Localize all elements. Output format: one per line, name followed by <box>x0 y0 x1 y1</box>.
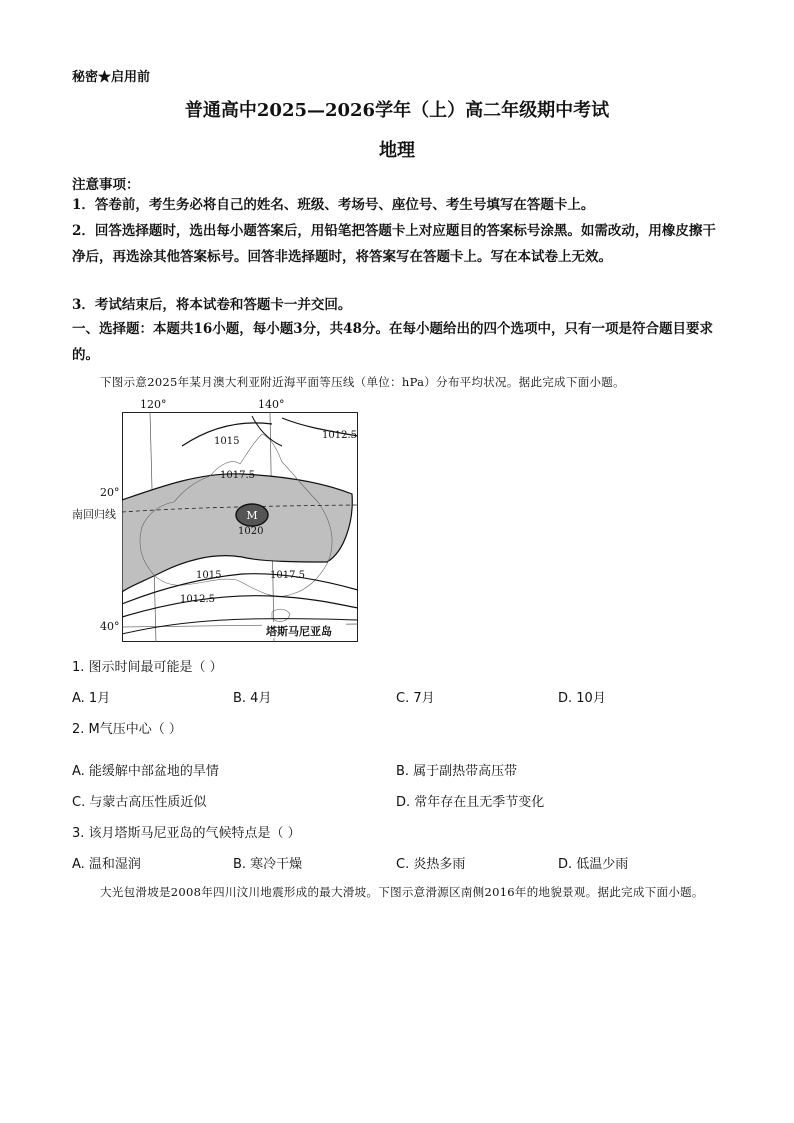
notice-item-1: 1．答卷前，考生务必将自己的姓名、班级、考场号、座位号、考生号填写在答题卡上。 <box>72 197 595 213</box>
exam-title: 普通高中2025—2026学年（上）高二年级期中考试 <box>184 100 610 121</box>
q2-stem: 2. M气压中心（ ） <box>72 722 182 737</box>
isobar-label-1015-top: 1015 <box>214 436 240 447</box>
notice-item-3: 3．考试结束后，将本试卷和答题卡一并交回。 <box>72 297 352 313</box>
isobar-map <box>122 412 358 642</box>
q2-option-a[interactable]: A. 能缓解中部盆地的旱情 <box>72 764 219 779</box>
q1-option-a[interactable]: A. 1月 <box>72 691 111 706</box>
q2-option-d[interactable]: D. 常年存在且无季节变化 <box>396 795 545 810</box>
isobar-label-1017-5-top: 1017.5 <box>220 470 255 481</box>
lon-label-140: 140° <box>258 398 285 411</box>
tropic-label: 南回归线 <box>72 508 116 521</box>
lon-label-120: 120° <box>140 398 167 411</box>
q3-option-d[interactable]: D. 低温少雨 <box>558 857 629 872</box>
q3-stem: 3. 该月塔斯马尼亚岛的气候特点是（ ） <box>72 826 301 841</box>
q3-option-b[interactable]: B. 寒冷干燥 <box>233 857 303 872</box>
center-label: M <box>246 509 258 522</box>
q3-option-a[interactable]: A. 温和湿润 <box>72 857 141 872</box>
q1-option-b[interactable]: B. 4月 <box>233 691 272 706</box>
section-heading: 一、选择题：本题共16小题，每小题3分，共48分。在每小题给出的四个选项中，只有一项是符合题目要求的。 <box>72 321 713 363</box>
q1-stem: 1. 图示时间最可能是（ ） <box>72 660 223 675</box>
group2-intro: 大光包滑坡是2008年四川汶川地震形成的最大滑坡。下图示意滑源区南侧2016年的地貌景观。据此完成下面小题。 <box>100 885 704 899</box>
notice-heading: 注意事项： <box>72 177 140 193</box>
exam-subject: 地理 <box>379 140 415 161</box>
q2-option-c[interactable]: C. 与蒙古高压性质近似 <box>72 795 207 810</box>
lat-label-40: 40° <box>100 620 120 633</box>
isobar-label-1012-5-top: 1012.5 <box>322 430 357 441</box>
notice-item-2: 2．回答选择题时，选出每小题答案后，用铅笔把答题卡上对应题目的答案标号涂黑。如需改动，用橡皮擦干净后，再选涂其他答案标号。回答非选择题时，将答案写在答题卡上。写在本试卷上无效。 <box>72 223 716 265</box>
isobar-label-1020: 1020 <box>238 526 264 537</box>
island-label: 塔斯马尼亚岛 <box>266 625 332 638</box>
lat-label-20: 20° <box>100 486 120 499</box>
isobar-label-1015-bottom: 1015 <box>196 570 222 581</box>
isobar-label-1012-5-bottom: 1012.5 <box>180 594 215 605</box>
q1-option-d[interactable]: D. 10月 <box>558 691 606 706</box>
isobar-label-1017-5-bottom: 1017.5 <box>270 570 305 581</box>
q1-option-c[interactable]: C. 7月 <box>396 691 435 706</box>
group1-intro: 下图示意2025年某月澳大利亚附近海平面等压线（单位：hPa）分布平均状况。据此完成下面小题。 <box>100 375 625 389</box>
q3-option-c[interactable]: C. 炎热多雨 <box>396 857 466 872</box>
q2-option-b[interactable]: B. 属于副热带高压带 <box>396 764 518 779</box>
confidential-label: 秘密★启用前 <box>72 70 151 85</box>
